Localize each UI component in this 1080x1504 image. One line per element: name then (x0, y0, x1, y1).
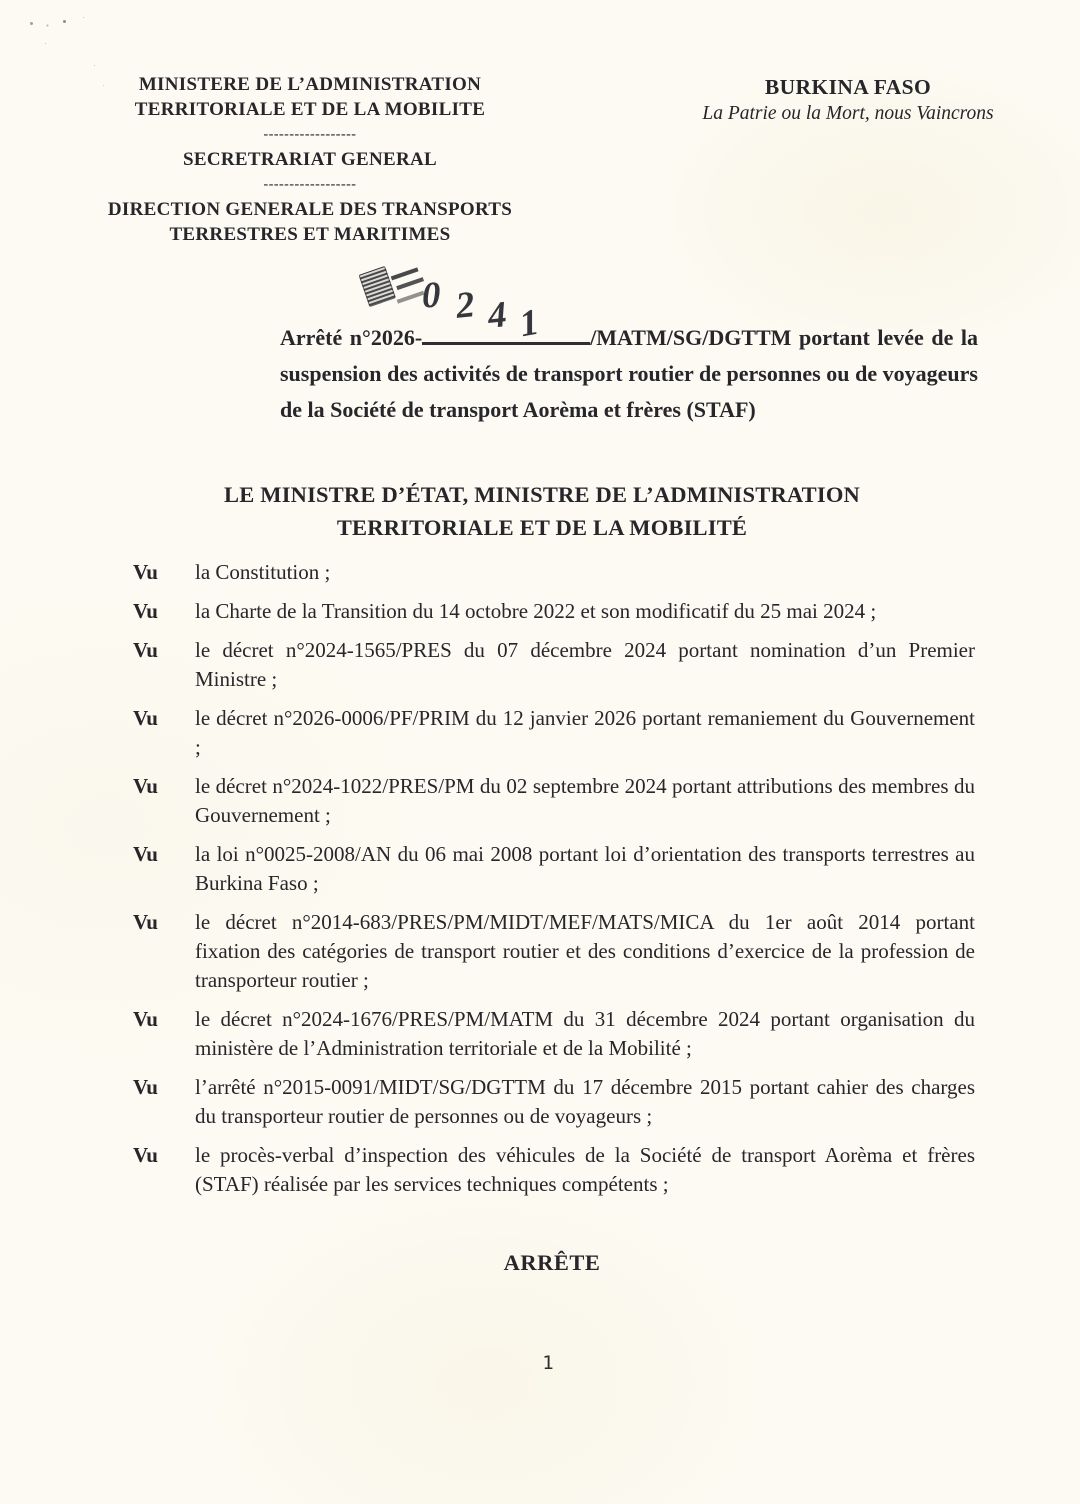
visa-label: Vu (133, 599, 158, 623)
issuing-authority-block (84, 72, 536, 247)
dashed-separator: ------------------ (263, 177, 357, 192)
visa-label: Vu (133, 706, 158, 730)
national-motto: La Patrie ou la Mort, nous Vaincrons (702, 103, 994, 124)
visa-label: Vu (133, 638, 158, 662)
page-number: 1 (542, 1352, 554, 1374)
country-block (634, 74, 1062, 127)
visa-item (133, 597, 975, 626)
ink-stamp-icon (358, 255, 429, 316)
stamp-digit: 0 (421, 274, 442, 317)
visa-label: Vu (133, 560, 158, 584)
minister-heading-line1: LE MINISTRE D’ÉTAT, MINISTRE DE L’ADMINISTRATION (224, 482, 860, 507)
visa-text: le décret n°2024-1022/PRES/PM du 02 septembre 2024 portant attributions des membres du Gouvernement ; (195, 774, 975, 827)
secretariat-general-line: SECRETRARIAT GENERAL (183, 149, 437, 170)
stamp-digit: 1 (516, 301, 542, 346)
stamp-digit: 2 (453, 284, 477, 327)
direction-generale-line1: DIRECTION GENERALE DES TRANSPORTS (107, 199, 513, 220)
visa-text: le décret n°2024-1565/PRES du 07 décembre 2024 portant nomination d’un Premier Ministre ; (195, 638, 975, 691)
minister-heading-line2: TERRITORIALE ET DE LA MOBILITÉ (336, 515, 748, 540)
visa-item (133, 772, 975, 830)
ministry-name-line2: TERRITORIALE ET DE LA MOBILITE (134, 99, 486, 120)
scan-artifact-specks (30, 22, 33, 25)
visa-item (133, 558, 975, 587)
visa-label: Vu (133, 910, 158, 934)
visa-label: Vu (133, 1143, 158, 1167)
visa-text: la Constitution ; (195, 560, 331, 584)
decree-title (280, 320, 978, 428)
visa-text: la loi n°0025-2008/AN du 06 mai 2008 portant loi d’orientation des transports terrestres au Burkina Faso ; (195, 842, 975, 895)
visa-label: Vu (133, 774, 158, 798)
decree-number-prefix: Arrêté n°2026- (280, 325, 423, 350)
visa-item (133, 1141, 975, 1199)
visa-item (133, 636, 975, 694)
visa-item (133, 1005, 975, 1063)
blank-number-line (422, 338, 590, 345)
visa-item (133, 840, 975, 898)
visa-text: le procès-verbal d’inspection des véhicules de la Société de transport Aorèma et frères (STAF) réalisée par les services techniques compétents ; (195, 1143, 975, 1196)
dashed-separator: ------------------ (263, 127, 357, 142)
visa-label: Vu (133, 1007, 158, 1031)
visa-text: le décret n°2026-0006/PF/PRIM du 12 janvier 2026 portant remaniement du Gouvernement ; (195, 706, 975, 759)
direction-generale-line2: TERRESTRES ET MARITIMES (169, 224, 451, 245)
ministry-name-line1: MINISTERE DE L’ADMINISTRATION (138, 74, 482, 95)
visa-item (133, 1073, 975, 1131)
visa-text: le décret n°2014-683/PRES/PM/MIDT/MEF/MATS/MICA du 1er août 2014 portant fixation des catégories de transport routier et des conditions d’exercice de la profession de transporteur routier ; (195, 910, 975, 992)
country-name: BURKINA FASO (764, 75, 932, 99)
decree-title-text: /MATM/SG/DGTTM portant levée de la suspension des activités de transport routier de personnes ou de voyageurs de la Société de transport Aorèma et frères (STAF) (280, 325, 978, 422)
minister-heading (120, 478, 964, 544)
decree-closing-word: ARRÊTE (503, 1250, 601, 1275)
visa-item (133, 704, 975, 762)
visa-list (133, 558, 975, 1209)
visa-item (133, 908, 975, 995)
visa-label: Vu (133, 1075, 158, 1099)
visa-text: le décret n°2024-1676/PRES/PM/MATM du 31 décembre 2024 portant organisation du ministère de l’Administration territoriale et de la Mobilité ; (195, 1007, 975, 1060)
visa-text: la Charte de la Transition du 14 octobre 2022 et son modificatif du 25 mai 2024 ; (195, 599, 877, 623)
visa-label: Vu (133, 842, 158, 866)
visa-text: l’arrêté n°2015-0091/MIDT/SG/DGTTM du 17 décembre 2015 portant cahier des charges du transporteur routier de personnes ou de voyageurs ; (195, 1075, 975, 1128)
stamp-digit: 4 (485, 294, 509, 337)
